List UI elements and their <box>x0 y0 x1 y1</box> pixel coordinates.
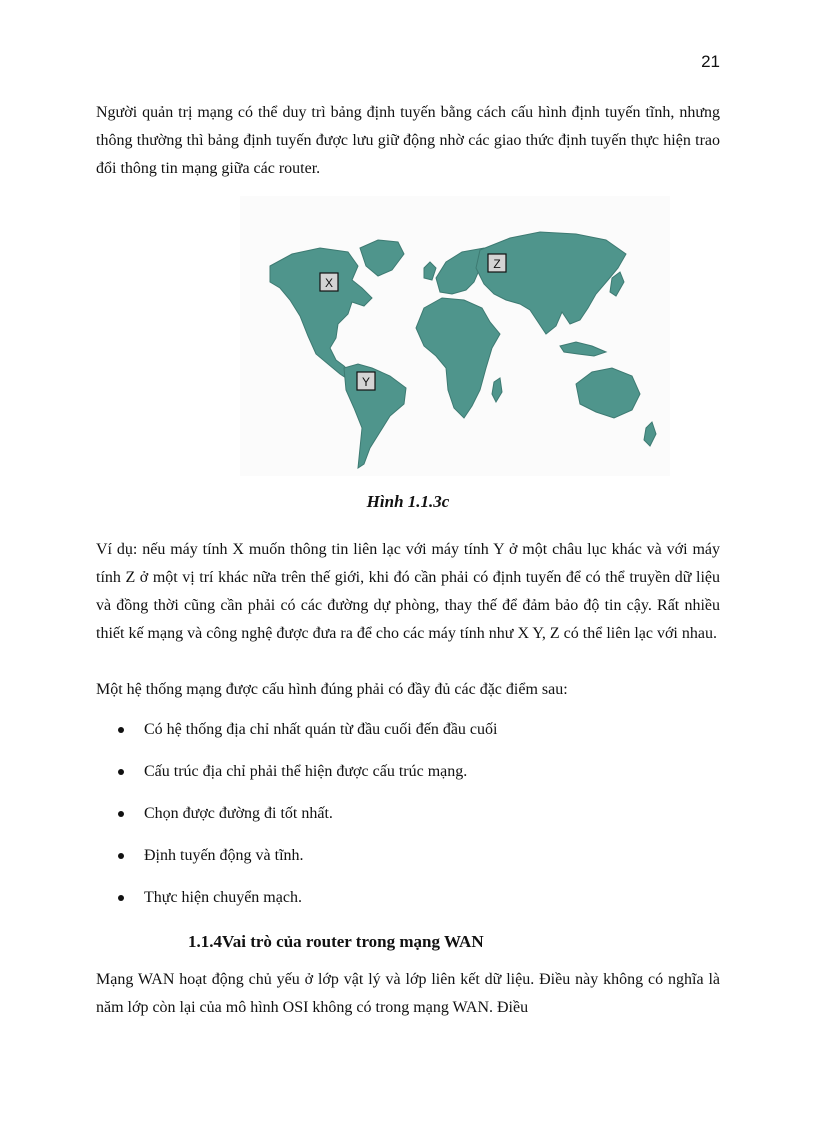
figure-caption: Hình 1.1.3c <box>366 492 450 511</box>
section-heading: 1.1.4Vai trò của router trong mạng WAN <box>188 932 484 951</box>
new-zealand-landmass <box>644 422 656 446</box>
paragraph-wan: Mạng WAN hoạt động chủ yếu ở lớp vật lý và lớp liên kết dữ liệu. Điều này không có nghĩa là năm lớp còn lại của mô hình OSI không có trong mạng WAN. Điều <box>96 971 720 1016</box>
marker-x-label: X <box>324 276 334 290</box>
paragraph-intro-list: Một hệ thống mạng được cấu hình đúng phải có đầy đủ các đặc điểm sau: <box>96 681 568 698</box>
marker-y-label: Y <box>361 375 371 389</box>
greenland-landmass <box>360 240 404 276</box>
british-isles-landmass <box>424 262 436 280</box>
marker-y <box>357 372 375 390</box>
characteristics-list <box>118 716 497 926</box>
paragraph-routing-table: Người quản trị mạng có thể duy trì bảng định tuyến bằng cách cấu hình định tuyến tĩnh, nhưng thông thường thì bảng định tuyến được lưu giữ động nhờ các giao thức định tuyến thực hiện trao đổi thông tin mạng giữa các router. <box>96 104 720 177</box>
north-america-landmass <box>270 248 372 382</box>
asia-landmass <box>476 232 626 334</box>
world-map <box>240 196 670 476</box>
islands-landmass <box>560 342 606 356</box>
australia-landmass <box>576 368 640 418</box>
list-item: Thực hiện chuyển mạch. <box>118 884 497 926</box>
africa-landmass <box>416 298 500 418</box>
world-map-figure <box>240 196 670 476</box>
list-item: Có hệ thống địa chỉ nhất quán từ đầu cuối đến đầu cuối <box>118 716 497 758</box>
marker-z-label: Z <box>493 257 501 271</box>
list-item: Cấu trúc địa chỉ phải thể hiện được cấu trúc mạng. <box>118 758 497 800</box>
madagascar-landmass <box>492 378 502 402</box>
marker-z <box>488 254 506 272</box>
page-number: 21 <box>701 52 720 71</box>
paragraph-example: Ví dụ: nếu máy tính X muốn thông tin liên lạc với máy tính Y ở một châu lục khác và với máy tính Z ở một vị trí khác nữa trên thế giới, khi đó cần phải có định tuyến để có thể truyền dữ liệu và đồng thời cũng cần phải có các đường dự phòng, thay thế để đảm bảo độ tin cậy. Rất nhiều thiết kế mạng và công nghệ được đưa ra để cho các máy tính như X Y, Z có thể liên lạc với nhau. <box>96 541 720 642</box>
list-item: Định tuyến động và tĩnh. <box>118 842 497 884</box>
list-item: Chọn được đường đi tốt nhất. <box>118 800 497 842</box>
marker-x <box>320 273 338 291</box>
